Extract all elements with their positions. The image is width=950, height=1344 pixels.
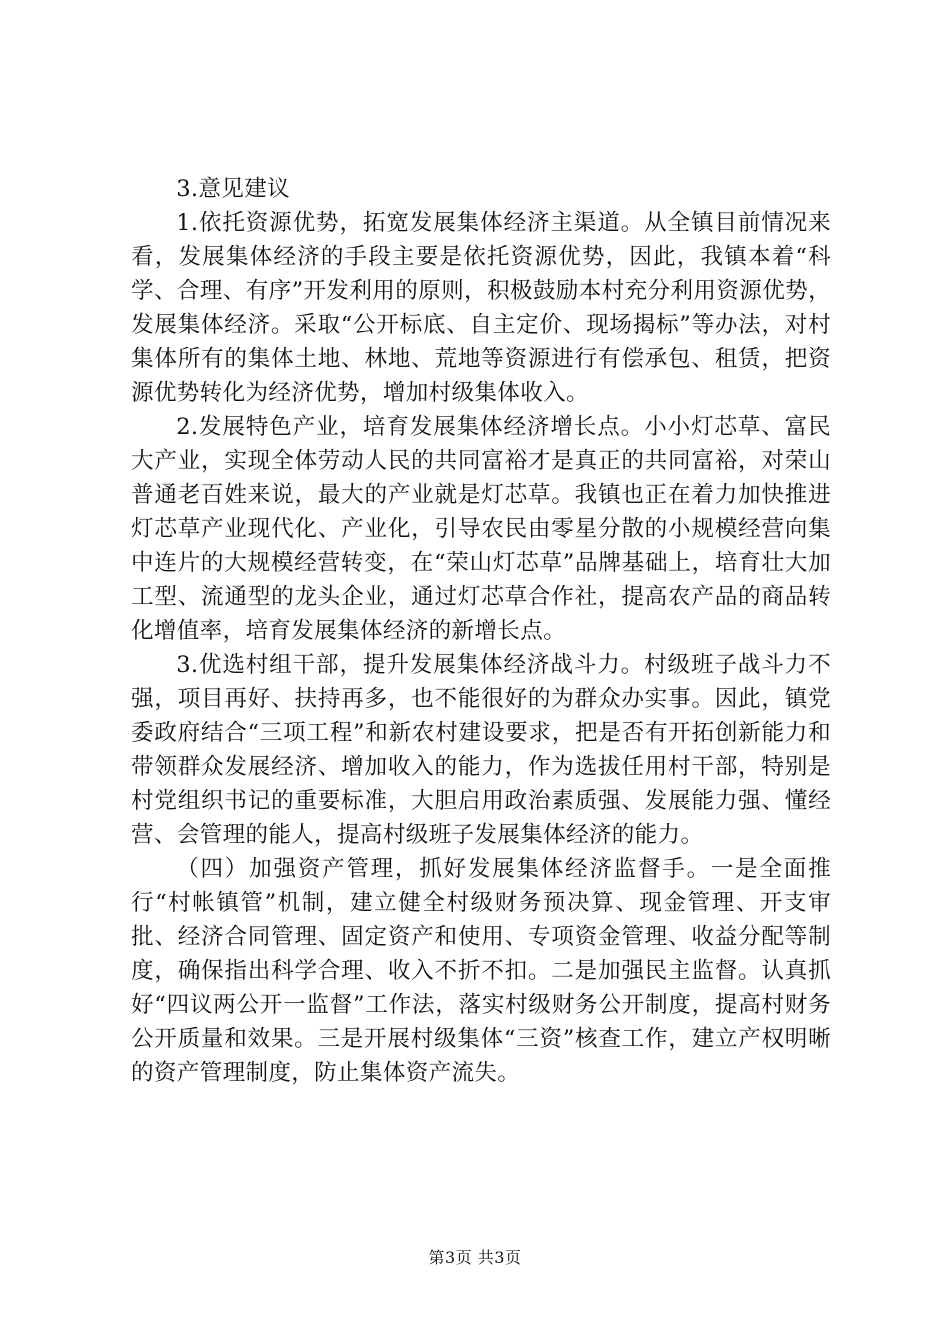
page-footer: 第3页 共3页 <box>428 1248 522 1267</box>
paragraph-asset-management: （四）加强资产管理，抓好发展集体经济监督手。一是全面推行“村帐镇管”机制，建立健全村级财务预决算、现金管理、开支审批、经济合同管理、固定资产和使用、专项资金管理、收益分配等制度，确保指出科学合理、收入不折不扣。二是加强民主监督。认真抓好“四议两公开一监督”工作法，落实村级财务公开制度，提高村财务公开质量和效果。三是开展村级集体“三资”核查工作，建立产权明晰的资产管理制度，防止集体资产流失。 <box>131 856 831 1086</box>
paragraph-characteristic-industry: 2.发展特色产业，培育发展集体经济增长点。小小灯芯草、富民大产业，实现全体劳动人民的共同富裕才是真正的共同富裕，对荣山普通老百姓来说，最大的产业就是灯芯草。我镇也正在着力加快推进灯芯草产业现代化、产业化，引导农民由零星分散的小规模经营向集中连片的大规模经营转变，在“荣山灯芯草”品牌基础上，培育壮大加工型、流通型的龙头企业，通过灯芯草合作社，提高农产品的商品转化增值率，培育发展集体经济的新增长点。 <box>131 414 831 644</box>
section-heading: 3.意见建议 <box>176 176 290 202</box>
paragraph-village-cadres: 3.优选村组干部，提升发展集体经济战斗力。村级班子战斗力不强，项目再好、扶持再多，也不能很好的为群众办实事。因此，镇党委政府结合“三项工程”和新农村建设要求，把是否有开拓创新能力和带领群众发展经济、增加收入的能力，作为选拔任用村干部，特别是村党组织书记的重要标准，大胆启用政治素质强、发展能力强、懂经营、会管理的能人，提高村级班子发展集体经济的能力。 <box>131 652 831 848</box>
paragraph-resource-advantage: 1.依托资源优势，拓宽发展集体经济主渠道。从全镇目前情况来看，发展集体经济的手段主要是依托资源优势，因此，我镇本着“科学、合理、有序”开发利用的原则，积极鼓励本村充分利用资源优势，发展集体经济。采取“公开标底、自主定价、现场揭标”等办法，对村集体所有的集体土地、林地、荒地等资源进行有偿承包、租赁，把资源优势转化为经济优势，增加村级集体收入。 <box>131 210 831 406</box>
document-body <box>131 172 831 1090</box>
